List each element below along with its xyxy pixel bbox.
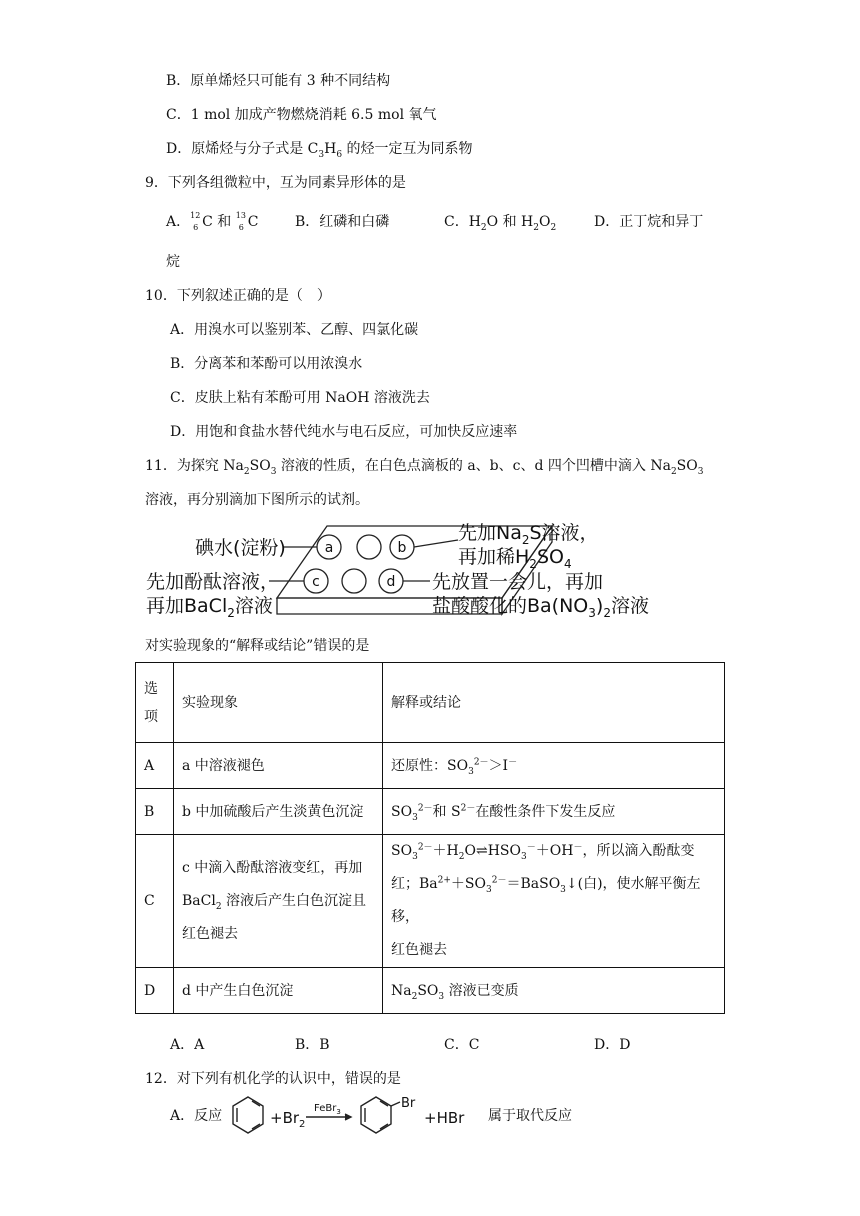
q9-option-b: B．红磷和白磷: [295, 214, 390, 230]
svg-text:先加Na2S溶液，: 先加$Na_2S$溶液，: [458, 522, 599, 547]
q9-option-a: A． 12 6 C 和 13 6 C: [166, 211, 259, 232]
table-header-row: 选 项 实验现象 解释或结论: [136, 663, 725, 743]
q10-stem: 10．下列叙述正确的是（ ）: [145, 288, 331, 304]
svg-text:Br: Br: [401, 1096, 416, 1111]
q12-option-a-label: A．反应: [170, 1108, 223, 1124]
q10-option-c: C．皮肤上粘有苯酚可用 NaOH 溶液洗去: [170, 390, 430, 406]
q8-option-c: C．1 mol 加成产物燃烧消耗 6.5 mol 氧气: [166, 107, 437, 123]
q11-answer-c: C．C: [444, 1037, 480, 1053]
q12-option-a-tail: 属于取代反应: [488, 1108, 572, 1124]
q8-option-d: D．原烯烃与分子式是 $C_3H_6$ 的烃一定互为同系物: [166, 141, 473, 160]
label-iodine: 碘水(淀粉): [195, 537, 286, 559]
svg-text:a: a: [324, 540, 334, 556]
spot-plate-figure: [140, 518, 660, 623]
q9-option-d: D．正丁烷和异丁: [594, 214, 704, 230]
svg-text:c: c: [312, 574, 320, 590]
svg-text:+HBr: +HBr: [424, 1109, 465, 1127]
q10-option-b: B．分离苯和苯酚可以用浓溴水: [170, 356, 363, 372]
q11-answer-b: B．B: [295, 1037, 330, 1053]
q9-option-d-cont: 烷: [166, 254, 180, 270]
q9-stem: 9．下列各组微粒中，互为同素异形体的是: [145, 175, 406, 191]
svg-text:b: b: [397, 540, 407, 556]
svg-text:盐酸酸化的Ba(NO3)2溶液: 盐酸酸化的$Ba(NO_3)_2$溶液: [432, 595, 649, 620]
table-row: A a 中溶液褪色 还原性：$SO_3^{2-}>I^-$: [136, 743, 725, 789]
q11-answer-a: A．A: [170, 1037, 205, 1053]
svg-text:d: d: [386, 574, 396, 590]
svg-text:+Br2: $+Br_2$: [270, 1109, 306, 1130]
q10-option-a: A．用溴水可以鉴别苯、乙醇、四氯化碳: [170, 322, 419, 338]
q11-intro: 对实验现象的“解释或结论”错误的是: [145, 638, 370, 654]
table-row: B b 中加硫酸后产生淡黄色沉淀 $SO_3^{2-}$和 $S^{2-}$在酸性条件下发生反应: [136, 789, 725, 835]
q11-table: [135, 662, 725, 1014]
svg-text:先放置一会儿，再加: 先放置一会儿，再加: [432, 571, 604, 593]
table-row: C c 中滴入酚酞溶液变红，再加 BaCl$_2$ 溶液后产生白色沉淀且 红色褪去 $SO_3^{2-}+H_2O\rightleftharpoons HSO_3^-+OH^-$，所以滴入酚酞变 红；$Ba^{2+}+SO_3^{2-}=BaSO_3↓$(白)，使水解平衡左移， 红色褪去: [136, 835, 725, 968]
svg-text:FeBr3: FeBr$_3$: [314, 1103, 341, 1116]
q11-stem-line2: 溶液，再分别滴加下图所示的试剂。: [145, 492, 369, 508]
q12-stem: 12．对下列有机化学的认识中，错误的是: [145, 1071, 401, 1087]
q10-option-d: D．用饱和食盐水替代纯水与电石反应，可加快反应速率: [170, 424, 518, 440]
q9-option-c: C．$H_2O$ 和 $H_2O_2$: [444, 214, 557, 233]
table-row: D d 中产生白色沉淀 $Na_2SO_3$ 溶液已变质: [136, 968, 725, 1014]
svg-text:先加酚酞溶液，: 先加酚酞溶液，: [146, 571, 280, 593]
q8-option-b: B．原单烯烃只可能有 3 种不同结构: [166, 73, 391, 89]
q11-stem-line1: 11．为探究 $Na_2SO_3$ 溶液的性质，在白色点滴板的 a、b、c、d 四个凹槽中滴入 $Na_2SO_3$: [145, 458, 704, 477]
svg-text:再加BaCl2溶液: 再加BaCl$_2$溶液: [146, 595, 273, 620]
svg-text:再加稀H2SO4: 再加稀$H_2SO_4$: [458, 546, 572, 571]
q11-answer-d: D．D: [594, 1037, 631, 1053]
